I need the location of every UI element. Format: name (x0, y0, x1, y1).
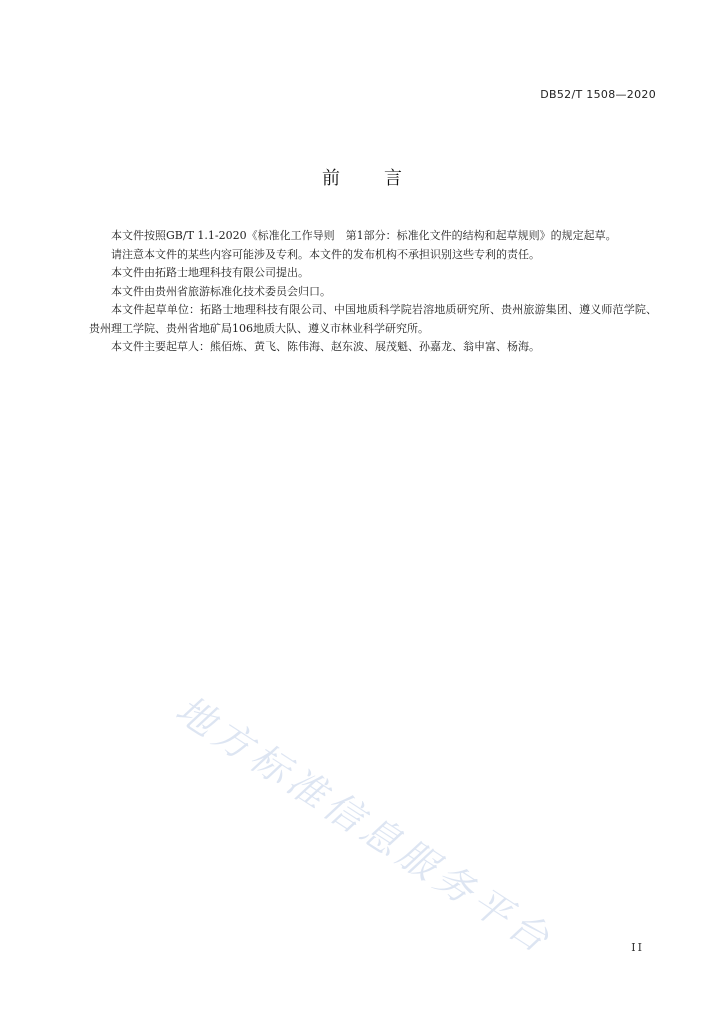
foreword-body (89, 227, 657, 357)
watermark: 地方标准信息服务平台 (168, 686, 562, 964)
paragraph-patent-notice: 请注意本文件的某些内容可能涉及专利。本文件的发布机构不承担识别这些专利的责任。 (111, 247, 540, 261)
paragraph-drafting-units: 本文件起草单位：拓路士地理科技有限公司、中国地质科学院岩溶地质研究所、贵州旅游集团、遵义师范学院、贵州理工学院、贵州省地矿局106地质大队、遵义市林业科学研究所。 (89, 303, 657, 335)
page-title: 前言 (322, 168, 446, 189)
paragraph-centralized-unit: 本文件由贵州省旅游标准化技术委员会归口。 (111, 284, 331, 298)
paragraph-proposer: 本文件由拓路士地理科技有限公司提出。 (111, 266, 309, 279)
page-number: II (631, 941, 644, 954)
paragraph-drafting-rules: 本文件按照GB/T 1.1-2020《标准化工作导则 第1部分：标准化文件的结构和起草规则》的规定起草。 (111, 229, 617, 242)
document-code: DB52/T 1508—2020 (540, 88, 656, 101)
paragraph-main-drafters: 本文件主要起草人：熊佰炼、黄飞、陈伟海、赵东波、展茂魁、孙嘉龙、翁申富、杨海。 (111, 340, 540, 353)
